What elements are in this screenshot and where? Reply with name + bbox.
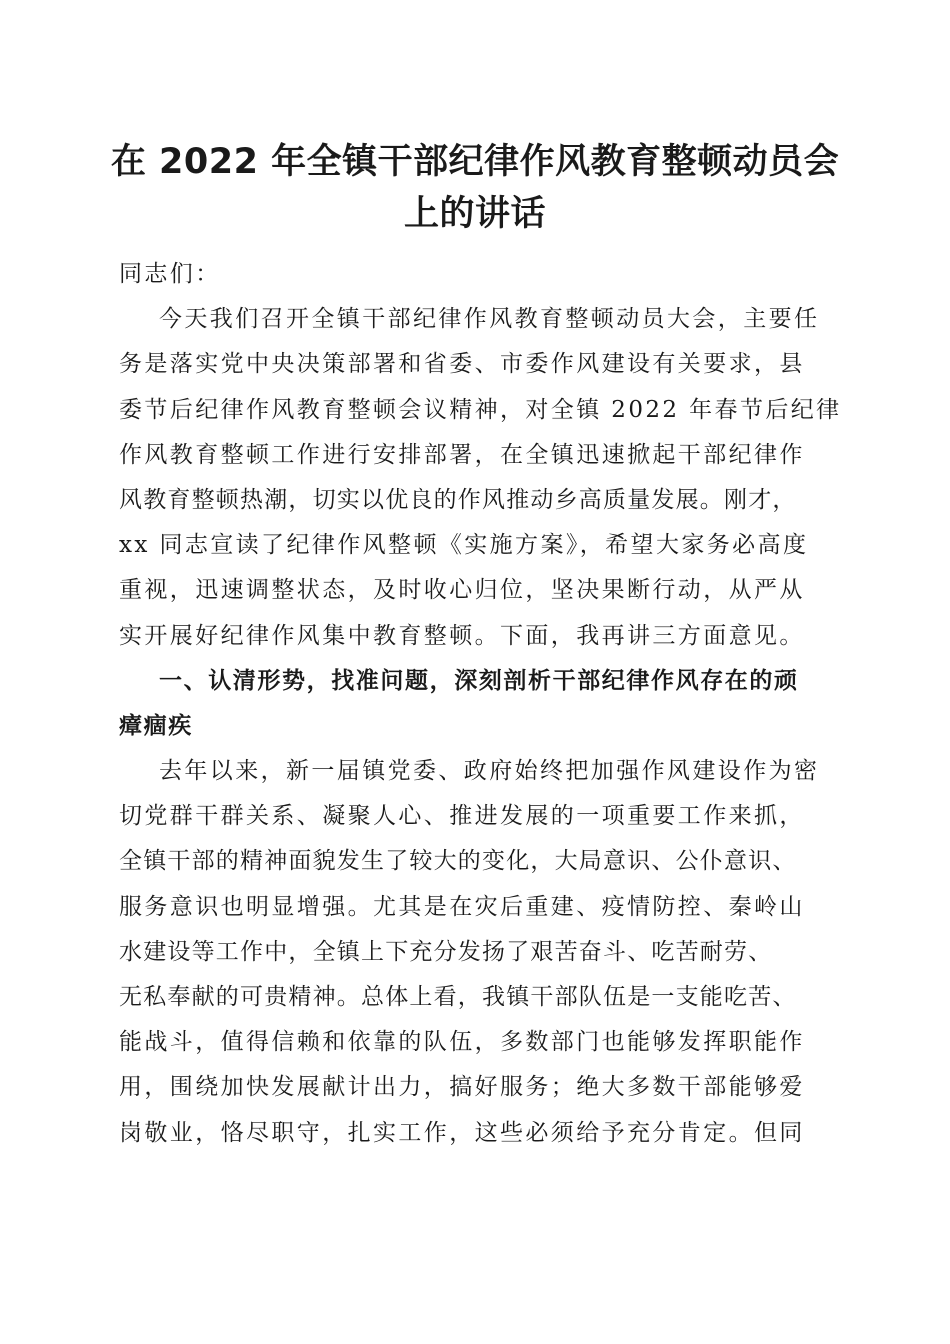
paragraph-line: 全镇干部的精神面貌发生了较大的变化，大局意识、公仆意识、 — [119, 848, 797, 875]
paragraph-line: 今天我们召开全镇干部纪律作风教育整顿动员大会，主要任 — [159, 306, 820, 333]
paragraph-line: xx 同志宣读了纪律作风整顿《实施方案》，希望大家务必高度 — [119, 532, 809, 559]
paragraph-line: 服务意识也明显增强。尤其是在灾后重建、疫情防控、秦岭山 — [119, 893, 805, 920]
paragraph-line: 务是落实党中央决策部署和省委、市委作风建设有关要求，县 — [119, 351, 805, 378]
paragraph-line: 风教育整顿热潮，切实以优良的作风推动乡高质量发展。刚才， — [119, 486, 797, 513]
heading-line: 瘴痼疾 — [119, 712, 193, 739]
paragraph-line: 无私奉献的可贵精神。总体上看，我镇干部队伍是一支能吃苦、 — [119, 984, 797, 1010]
paragraph-line: 实开展好纪律作风集中教育整顿。下面，我再讲三方面意见。 — [119, 622, 805, 649]
paragraph-line: 切党群干群关系、凝聚人心、推进发展的一项重要工作来抓， — [119, 803, 805, 830]
section-heading-1 — [119, 659, 835, 749]
document-body — [119, 252, 842, 1156]
paragraph-line: 重视，迅速调整状态，及时收心归位，坚决果断行动，从严从 — [119, 577, 805, 604]
paragraph-line: 岗敬业，恪尽职守，扎实工作，这些必须给予充分肯定。但同 — [119, 1119, 805, 1146]
document-title — [100, 136, 850, 240]
paragraph-line: 委节后纪律作风教育整顿会议精神，对全镇 2022 年春节后纪律 — [119, 396, 842, 423]
title-line-1: 在 2022 年全镇干部纪律作风教育整顿动员会 — [110, 142, 840, 182]
paragraph-line: 去年以来，新一届镇党委、政府始终把加强作风建设作为密 — [159, 758, 820, 785]
paragraph-line: 用，围绕加快发展献计出力，搞好服务；绝大多数干部能够爱 — [119, 1074, 805, 1101]
paragraph-line: 作风教育整顿工作进行安排部署，在全镇迅速掀起干部纪律作 — [119, 441, 805, 468]
salutation: 同志们： — [119, 261, 221, 287]
paragraph-line: 水建设等工作中，全镇上下充分发扬了艰苦奋斗、吃苦耐劳、 — [119, 938, 773, 965]
paragraph-2 — [119, 749, 835, 1156]
paragraph-1 — [119, 297, 842, 659]
heading-line: 一、认清形势，找准问题，深刻剖析干部纪律作风存在的顽 — [159, 667, 799, 694]
paragraph-line: 能战斗，值得信赖和依靠的队伍，多数部门也能够发挥职能作 — [119, 1029, 805, 1056]
title-line-2: 上的讲话 — [403, 194, 546, 234]
